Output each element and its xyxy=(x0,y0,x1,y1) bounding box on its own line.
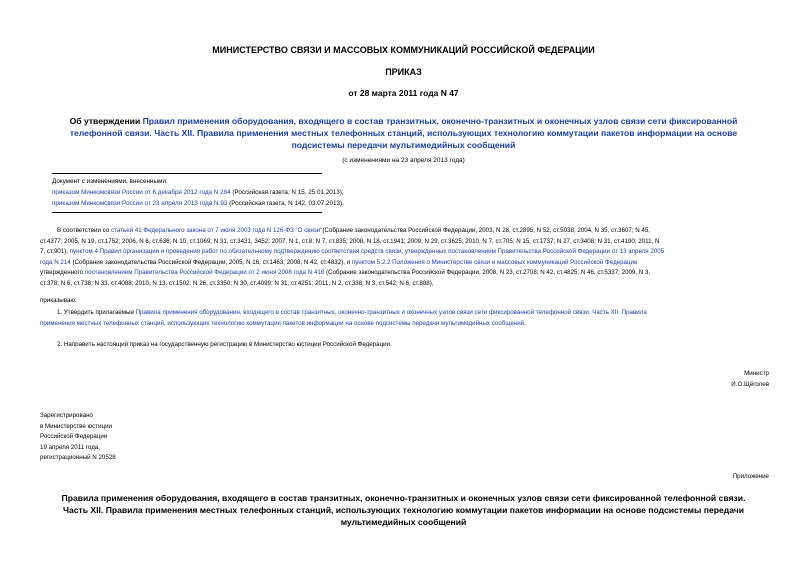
document-title xyxy=(0,115,807,151)
registration-line: Российской Федерации xyxy=(40,433,108,441)
order-item-1 xyxy=(40,308,780,329)
signature-name: И.О.Щёголев xyxy=(731,381,769,388)
preamble-line: ст.4377; 2005, N 19, ст.1752; 2006, N 6, ст.636; N 10, ст.1069; N 31, ст.3431, 3452; 2007, N 1, ст.8; N 7, ст.835; 2008, N 18, ст.1941; 2009, N 29, ст.3625; 2010, N 7, ст.705; N 15, ст.1737; N 27, ст.3408; N 31, ст.4190; 2011, N xyxy=(40,237,660,245)
divider-bottom xyxy=(52,212,322,213)
title-link-cont-2[interactable]: подсистемы передачи мультимедийных сообщений xyxy=(291,140,516,150)
preamble-line: 7, ст.901), пунктом 4 Правил организации и проведения работ по обязательному подтверждению соответствия средств связи, утвержденных постановлением Правительства Российской Федерации от 13 апреля 2005 xyxy=(40,248,665,256)
title-line-2 xyxy=(0,127,807,139)
item-line: применения местных телефонных станций, использующих технологию коммутации пакетов информации на основе подсистемы передачи мультимедийных сообщений. xyxy=(40,319,526,327)
registration-line: регистрационный N 20528 xyxy=(40,454,116,462)
appendix-title-line: Часть XII. Правила применения местных телефонных станций, использующих технологию коммутации пакетов информации на основе подсистемы передачи xyxy=(62,505,745,515)
law-link[interactable]: статьей 41 Федерального закона от 7 июля 2003 года N 126-ФЗ "О связи" xyxy=(110,227,323,234)
preamble-line: года N 214 (Собрание законодательства Российской Федерации, 2005, N 16, ст.1463; 2008, N 42, ст.4832), и пунктом 5.2.2 Положения о Министерстве связи и массовых коммуникаций Российской Федерации xyxy=(40,258,638,266)
appendix-label: Приложение xyxy=(732,473,769,480)
title-line-3 xyxy=(0,139,807,151)
order-item-2: 2. Направить настоящий приказ на государственную регистрацию в Министерство юстиции Российской Федерации. xyxy=(57,341,392,348)
rules-link-cont[interactable]: года N 214 xyxy=(40,258,71,266)
doc-type: ПРИКАЗ xyxy=(385,67,422,77)
preamble-line: утвержденного постановлением Правительства Российской Федерации от 2 июня 2008 года N 418 (Собрание законодательства Российской Федерации, 2008, N 23, ст.2708; N 42, ст.4825; N 46, ст.5337; 2009, N 3, xyxy=(40,269,651,277)
ministry-heading: МИНИСТЕРСТВО СВЯЗИ И МАССОВЫХ КОММУНИКАЦИЙ РОССИЙСКОЙ ФЕДЕРАЦИИ xyxy=(212,45,595,55)
rules-link[interactable]: пунктом 4 Правил организации и проведения работ по обязательному подтверждению соответствия средств связи, утвержденных постановлением Правительства Российской Федерации от 13 апреля 2005 xyxy=(69,248,665,256)
preamble-line: В соответствии со статьей 41 Федерального закона от 7 июля 2003 года N 126-ФЗ "О связи"(Собрание законодательства Российской Федерации, 2003, N 28, ст.2895; N 52, ст.5038; 2004, N 35, ст.3607; N 45, xyxy=(57,227,651,234)
registration-block xyxy=(40,411,116,464)
amendment-note: (с изменениями на 23 апреля 2013 года) xyxy=(342,157,465,164)
order-word: приказываю: xyxy=(40,297,77,304)
title-link-cont[interactable]: телефонной связи. Часть XII. Правила применения местных телефонных станций, использующих технологию коммутации пакетов информации на основе xyxy=(69,128,738,138)
change-item: приказом Минкомсвязи России от 6 декабря 2012 года N 284 (Российская газета, N 15, 25.01.2013); xyxy=(52,189,344,196)
changes-heading: Документ с изменениями, внесенными: xyxy=(52,178,168,185)
registration-line: 19 апреля 2011 года, xyxy=(40,443,100,451)
regulation-link[interactable]: пунктом 5.2.2 Положения о Министерстве связи и массовых коммуникаций Российской Федерации xyxy=(351,258,638,266)
preamble-line: ст.378; N 6, ст.738; N 33, ст.4088; 2010, N 13, ст.1502; N 26, ст.3350; N 30, ст.4099; N 31, ст.4251; 2011, N 2, ст.338; N 3, ст.542; N 6, ст.888), xyxy=(40,279,434,287)
change-link[interactable]: приказом Минкомсвязи России от 23 апреля 2013 года N 93 xyxy=(52,200,228,207)
title-prefix: Об утверждении xyxy=(69,116,143,126)
preamble xyxy=(40,226,780,290)
rules-approval-link[interactable]: Правила применения оборудования, входящего в состав транзитных, оконечно-транзитных и оконечных узлов связи сети фиксированной телефонной связи. Часть XII. Правила xyxy=(135,309,647,316)
registration-line: в Министерстве юстиции xyxy=(40,422,113,430)
title-link[interactable]: Правил применения оборудования, входящего в состав транзитных, оконечно-транзитных и оконечных узлов связи сети фиксированной xyxy=(142,116,738,126)
appendix-title-line: Правила применения оборудования, входящего в состав транзитных, оконечно-транзитных и оконечных узлов связи сети фиксированной телефонной связи. xyxy=(61,493,746,503)
title-line-1 xyxy=(0,115,807,127)
registration-line: Зарегистрировано xyxy=(40,412,93,419)
divider-top xyxy=(52,173,322,174)
change-item: приказом Минкомсвязи России от 23 апреля 2013 года N 93 (Российская газета, N 142, 03.07.2013). xyxy=(52,200,344,207)
change-link[interactable]: приказом Минкомсвязи России от 6 декабря 2012 года N 284 xyxy=(52,189,231,196)
rules-approval-link-cont[interactable]: применения местных телефонных станций, использующих технологию коммутации пакетов информации на основе подсистемы передачи мультимедийных сообщений xyxy=(40,319,525,327)
appendix-title-line: мультимедийных сообщений xyxy=(340,517,467,527)
appendix-title xyxy=(0,492,807,528)
signature-position: Министр xyxy=(744,370,769,377)
item-line: 1. Утвердить прилагаемые Правила применения оборудования, входящего в состав транзитных, оконечно-транзитных и оконечных узлов связи сети фиксированной телефонной связи. Часть XII. Правила xyxy=(57,309,647,316)
doc-date-number: от 28 марта 2011 года N 47 xyxy=(348,88,459,98)
resolution-link[interactable]: постановлением Правительства Российской Федерации от 2 июня 2008 года N 418 xyxy=(84,269,325,277)
